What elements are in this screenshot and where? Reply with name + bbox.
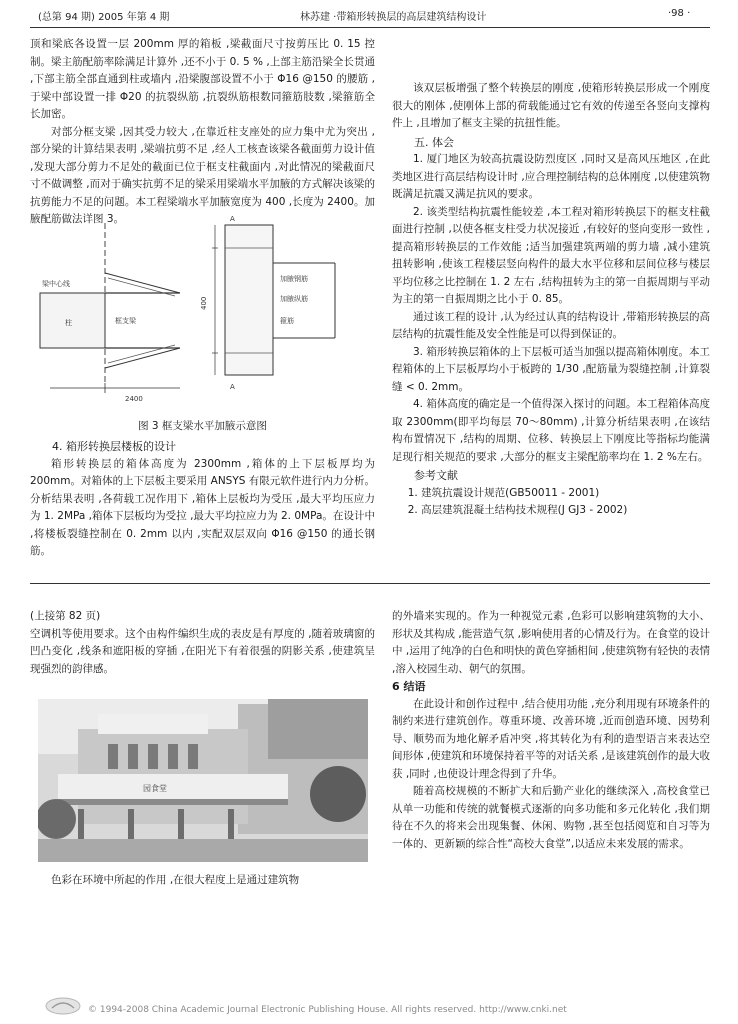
fig-label: 柱 [65, 319, 72, 327]
references-heading: 参考文献 [414, 469, 458, 482]
paragraph: 对部分框支梁 ,因其受力较大 ,在靠近柱支座处的应力集中尤为突出 ,部分梁的计算结果表明 ,梁端抗剪不足 ,经人工核查该梁各截面剪力设计值 ,发现大部分剪力不足处的截面已位于框支柱截面内 ,对此情况的梁截面尺寸不做调整 ,而对于确实抗剪不足的梁采用梁端水平加腋的方式解决该梁的抗剪能力不足的问题。本工程梁端水平加腋宽度为 400 ,长度为 2400。加腋配筋做法详图 3。 [30, 125, 375, 225]
photo-sign: 园食堂 [143, 784, 167, 793]
fig-label: A [230, 215, 235, 223]
upper-left-column [30, 36, 375, 229]
page-number: ·98 · [668, 8, 691, 19]
paragraph: 在此设计和创作过程中 ,结合使用功能 ,充分利用现有环境条件的制约来进行建筑创作。尊重环境、改善环境 ,近而创造环境、因势利导、顺势而为地化解矛盾冲突 ,将其转化为有利的造型语言来表达空间形体 ,使建筑和环境保持着平等的对话关系 ,是该建筑创作的最大收获 ,同时 ,也使设计理念得到了升华。 [392, 697, 710, 780]
running-title: 林苏建 ·带箱形转换层的高层建筑结构设计 [300, 12, 487, 23]
paragraph: 箱形转换层的箱体高度为 2300mm ,箱体的上下层板厚均为 200mm。对箱体的上下层板主要采用 ANSYS 有限元软件进行内力分析。分析结果表明 ,各荷载工况作用下 ,箱体上层板均为受压 ,最大平均压应力为 1. 2MPa ,箱体下层板均为受拉 ,最大平均拉应力为 2. 0MPa。在设计中 ,将楼板裂缝控制在 0. 2mm 以内 ,实配双层双向 Φ16 @150 的通长钢筋。 [30, 457, 375, 557]
paragraph: 色彩在环境中所起的作用 ,在很大程度上是通过建筑物 [51, 874, 300, 886]
paragraph: 4. 箱体高度的确定是一个值得深入探讨的问题。本工程箱体高度取 2300mm(即平均每层 70～80mm) ,计算分析结果表明 ,在该结构布置情况下 ,结构的周期、位移、转换层上下刚度比等指标均能满足现行相关规范的要求 ,大部分的框支主梁配筋率均在 1. 2 %左右。 [392, 398, 710, 463]
fig-label: 梁中心线 [42, 280, 70, 288]
paragraph: 该双层板增强了整个转换层的刚度 ,使箱形转换层形成一个刚度很大的刚体 ,使刚体上部的荷载能通过它有效的传递至各竖向支撑构件上 ,且增加了框支主梁的抗扭性能。 [392, 82, 710, 129]
copyright-footer: © 1994-2008 China Academic Journal Electronic Publishing House. All rights reserved. http://www.cnki.net [88, 1005, 567, 1015]
canteen-building-photo [38, 699, 368, 862]
paragraph: 1. 厦门地区为较高抗震设防烈度区 ,同时又是高风压地区 ,在此类地区进行高层结构设计时 ,应合理控制结构的总体刚度 ,以使建筑物既满足抗震又满足抗风的要求。 [392, 153, 710, 200]
reference-item: 1. 建筑抗震设计规范(GB50011 - 2001) [407, 486, 600, 499]
paragraph: 2. 该类型结构抗震性能较差 ,本工程对箱形转换层下的框支柱截面进行控制 ,以使各框支柱受力状况接近 ,有较好的竖向变形一致性 ,提高箱形转换层的工作效能 ;适当加强建筑两端的剪力墙 ,减小建筑扭转影响 ,使该工程楼层竖向构件的最大水平位移和层间位移与楼层平均位移之比控制在 1. 2 左右 ,结构扭转为主的第一自振周期与平动为主的第一自振周期之比小于 0. 85。 [392, 205, 710, 305]
lower-right-column [392, 608, 710, 853]
lower-left-column [30, 608, 375, 678]
figure-caption: 图 3 框支梁水平加腋示意图 [138, 420, 267, 432]
cnki-logo-icon [44, 996, 82, 1016]
fig-label: 框支梁 [115, 317, 136, 325]
paragraph: 3. 箱形转换层箱体的上下层板可适当加强以提高箱体刚度。本工程箱体的上下层板厚均小于板跨的 1/30 ,配筋量为裂缝控制 ,计算裂缝 < 0. 2mm。 [392, 345, 710, 393]
fig-label: 加腋纵筋 [280, 295, 308, 303]
header-rule [30, 27, 710, 28]
paragraph: 空调机等使用要求。这个由构件编织生成的表皮是有厚度的 ,随着玻璃窗的凹凸变化 ,线条和遮阳板的穿插 ,在阳光下有着很强的阴影关系 ,使建筑呈现强烈的韵律感。 [30, 627, 375, 675]
paragraph: 顶和梁底各设置一层 200mm 厚的箱板 ,梁截面尺寸按剪压比 0. 15 控制。梁主筋配筋率除满足计算外 ,还不小于 0. 5 % ,上部主筋沿梁全长贯通 ,下部主筋全部直通到柱或墙内 ,沿梁腹部设置不小于 Φ16 @150 的腰筋 ,于梁中部设置一排 Φ20 的抗裂纵筋 ,抗裂纵筋根数同箍筋肢数 ,梁箍筋全长加密。 [30, 38, 375, 120]
upper-right-column [392, 80, 710, 520]
paragraph: 随着高校规模的不断扩大和后勤产业化的继续深入 ,高校食堂已从单一功能和传统的就餐模式逐渐的向多功能和多元化转化 ,我们期待在不久的将来会出现集餐、休闲、购物 ,甚至包括阅览和自习等为一体的、更新颖的综合性“高校大食堂”,以适应未来发展的需求。 [392, 785, 710, 850]
section-divider [30, 583, 710, 584]
section-heading: 4. 箱形转换层楼板的设计 [52, 440, 176, 453]
figure-3-haunch-diagram [30, 213, 375, 410]
fig-dimension: 400 [200, 296, 208, 310]
continuation-note: (上接第 82 页) [30, 610, 101, 622]
reference-item: 2. 高层建筑混凝土结构技术规程(J GJ3 - 2002) [407, 504, 628, 516]
fig-label: A [230, 383, 235, 391]
fig-label: 加腋钢筋 [280, 275, 308, 283]
fig-dimension: 2400 [125, 395, 143, 403]
fig-label: 箍筋 [280, 317, 294, 325]
paragraph: 的外墙来实现的。作为一种视觉元素 ,色彩可以影响建筑物的大小、形状及其构成 ,能营造气氛 ,影响使用者的心情及行为。在食堂的设计中 ,运用了纯净的白色和明快的黄色穿插相间 ,使建筑物有轻快的表情 ,溶入校园生动、朝气的氛围。 [392, 610, 710, 675]
section-heading: 6 结语 [392, 680, 426, 693]
paragraph: 通过该工程的设计 ,认为经过认真的结构设计 ,带箱形转换层的高层结构的抗震性能及安全性能是可以得到保证的。 [392, 310, 710, 340]
upper-left-column-continued [30, 437, 375, 561]
section-heading: 五. 体会 [414, 135, 454, 149]
lower-left-column-end [30, 872, 375, 890]
journal-issue: (总第 94 期) 2005 年第 4 期 [38, 12, 170, 23]
